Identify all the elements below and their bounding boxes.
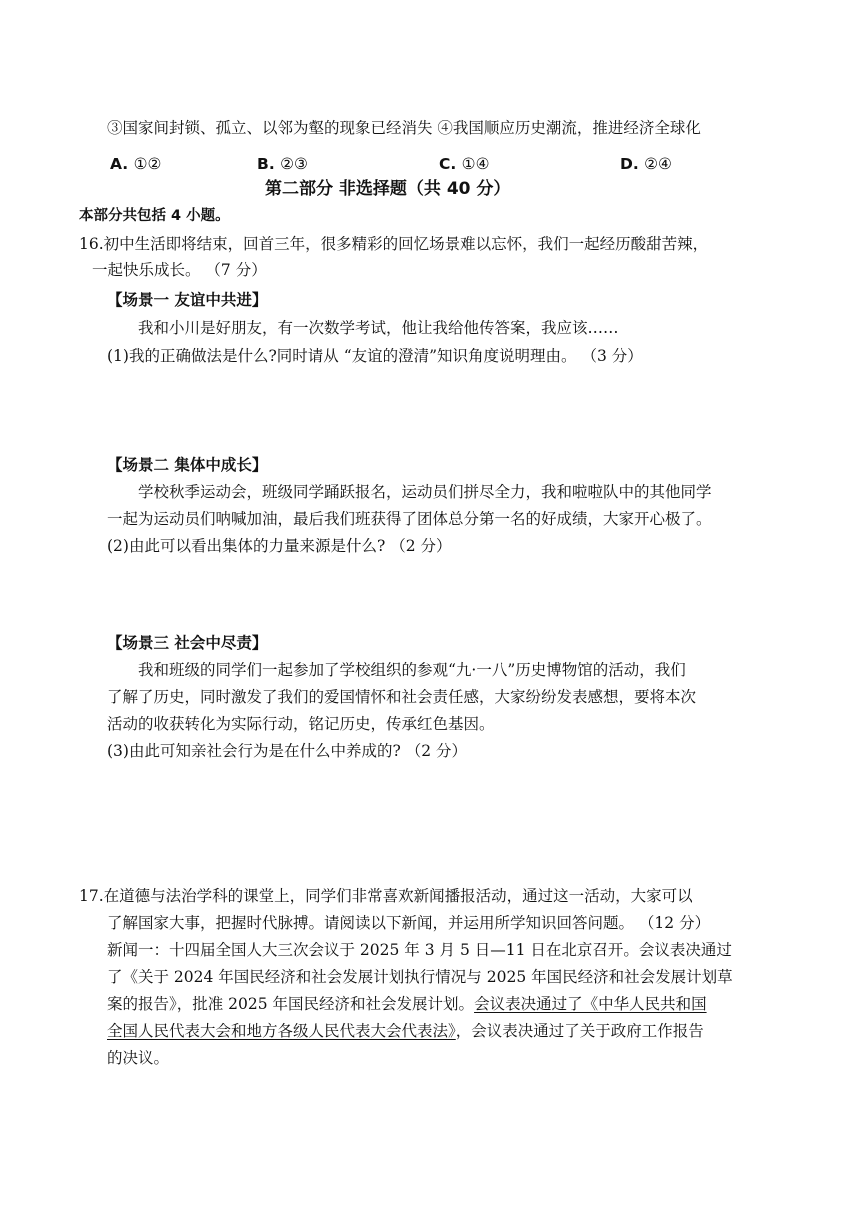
- option-label: A.: [110, 155, 134, 173]
- scene2-line1: 学校秋季运动会，班级同学踊跃报名，运动员们拼尽全力，我和啦啦队中的其他同学: [138, 483, 712, 501]
- q15-statement-line: ③国家间封锁、孤立、以邻为壑的现象已经消失 ④我国顺应历史潮流，推进经济全球化: [107, 119, 701, 137]
- part2-intro: 本部分共包括 4 小题。: [79, 208, 230, 224]
- news1-line3: [107, 994, 707, 1014]
- scene3-line1: 我和班级的同学们一起参加了学校组织的参观“九·一八”历史博物馆的活动，我们: [138, 661, 686, 679]
- scene2-question: (2)由此可以看出集体的力量来源是什么? （2 分）: [107, 537, 452, 555]
- q16-stem-line1: 16.初中生活即将结束，回首三年，很多精彩的回忆场景难以忘怀，我们一起经历酸甜苦辣，: [79, 235, 709, 253]
- q17-stem-line1: 17.在道德与法治学科的课堂上，同学们非常喜欢新闻播报活动，通过这一活动，大家可以: [79, 887, 693, 905]
- news1-line4: [107, 1021, 704, 1041]
- scene1-heading: 【场景一 友谊中共进】: [107, 291, 268, 309]
- scene2-line2: 一起为运动员们呐喊加油，最后我们班获得了团体总分第一名的好成绩，大家开心极了。: [107, 510, 712, 528]
- scene1-text: 我和小川是好朋友，有一次数学考试，他让我给他传答案，我应该……: [138, 319, 619, 337]
- q15-option-a[interactable]: [110, 154, 161, 174]
- news1-line3-plain: 案的报告》，批准 2025 年国民经济和社会发展计划。: [107, 995, 475, 1013]
- news1-underlined-text: 会议表决通过了《中华人民共和国: [474, 995, 707, 1013]
- option-value: ①④: [461, 155, 490, 173]
- option-value: ②③: [280, 155, 308, 173]
- news1-underlined-text: 全国人民代表大会和地方各级人民代表大会代表法》: [107, 1022, 456, 1040]
- scene3-line3: 活动的收获转化为实际行动，铭记历史，传承红色基因。: [107, 715, 495, 733]
- q16-stem-line2: 一起快乐成长。 （7 分）: [92, 261, 267, 279]
- news1-line1: 新闻一：十四届全国人大三次会议于 2025 年 3 月 5 日—11 日在北京召开。会议表决通过: [107, 941, 732, 959]
- scene2-heading: 【场景二 集体中成长】: [107, 456, 268, 474]
- scene3-heading: 【场景三 社会中尽责】: [107, 634, 268, 652]
- q15-option-b[interactable]: [257, 154, 308, 174]
- q15-option-c[interactable]: [439, 154, 489, 174]
- news1-line2: 了《关于 2024 年国民经济和社会发展计划执行情况与 2025 年国民经济和社会发展计划草: [107, 968, 733, 986]
- option-label: C.: [439, 155, 462, 173]
- option-label: D.: [620, 155, 645, 173]
- option-label: B.: [257, 155, 281, 173]
- option-value: ②④: [644, 155, 672, 173]
- part2-title: 第二部分 非选择题（共 40 分）: [265, 179, 511, 199]
- scene3-line2: 了解了历史，同时激发了我们的爱国情怀和社会责任感，大家纷纷发表感想，要将本次: [107, 688, 697, 706]
- q17-stem-line2: 了解国家大事，把握时代脉搏。请阅读以下新闻，并运用所学知识回答问题。 （12 分）: [107, 914, 711, 932]
- q15-option-d[interactable]: [620, 154, 672, 174]
- news1-line5: 的决议。: [107, 1049, 170, 1067]
- scene1-question: (1)我的正确做法是什么?同时请从 “友谊的澄清”知识角度说明理由。 （3 分）: [107, 347, 643, 365]
- scene3-question: (3)由此可知亲社会行为是在什么中养成的? （2 分）: [107, 742, 467, 760]
- option-value: ①②: [133, 155, 162, 173]
- news1-line4-plain: ，会议表决通过了关于政府工作报告: [455, 1022, 704, 1040]
